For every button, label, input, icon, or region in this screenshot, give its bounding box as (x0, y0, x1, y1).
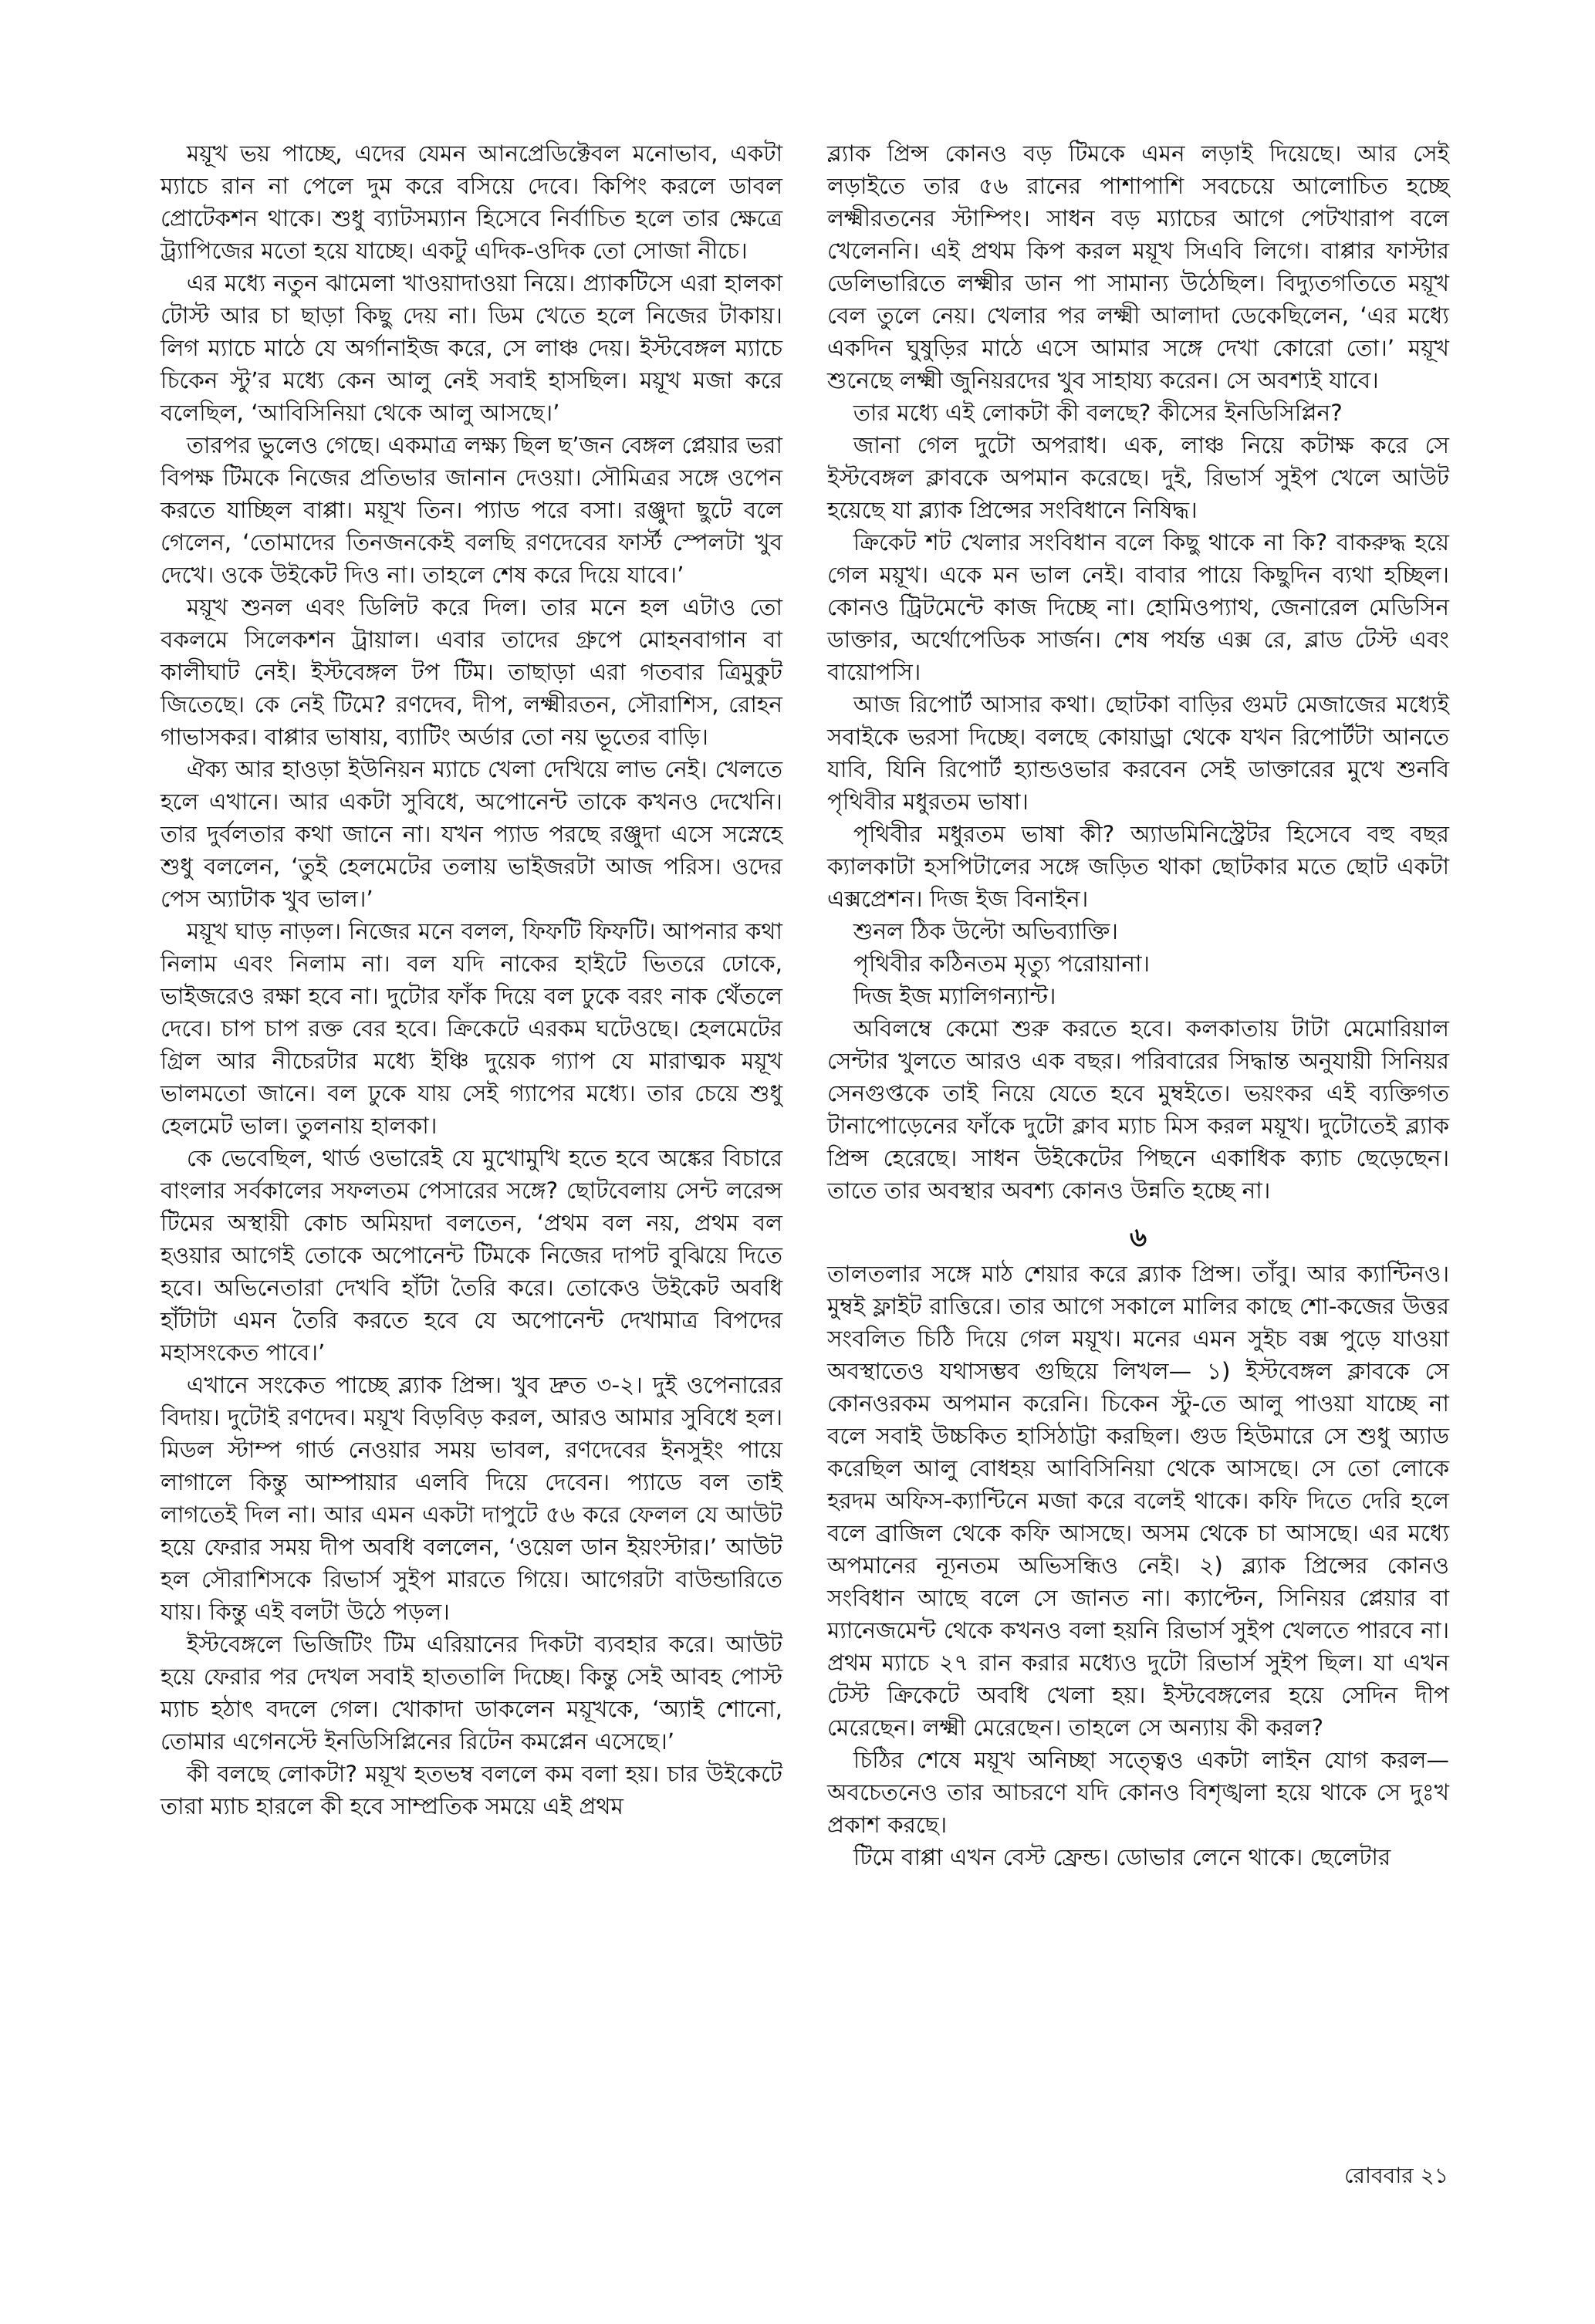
paragraph: চিঠির শেষে ময়ূখ অনিচ্ছা সত্ত্বেও একটা লাইন যোগ করল— অবচেতনেও তার আচরণে যদি কোনও বিশৃঙ্খলা হয়ে থাকে সে দুঃখ প্রকাশ করছে। (827, 1747, 1449, 1838)
page-number: ২১ (1420, 2163, 1448, 2188)
paragraph: ময়ূখ ঘাড় নাড়ল। নিজের মনে বলল, ফিফটি ফিফটি। আপনার কথা নিলাম এবং নিলাম না। বল যদি নাকের হাইটে ভিতরে ঢোকে, ভাইজরেও রক্ষা হবে না। দুটোর ফাঁক দিয়ে বল ঢুকে বরং নাক থেঁতলে দেবে। চাপ চাপ রক্ত বের হবে। ক্রিকেটে এরকম ঘটেওছে। হেলমেটের গ্রিল আর নীচেরটার মধ্যে ইঞ্চি দুয়েক গ্যাপ যে মারাত্মক ময়ূখ ভালমতো জানে। বল ঢুকে যায় সেই গ্যাপের মধ্যে। তার চেয়ে শুধু হেলমেট ভাল। তুলনায় হালকা। (161, 918, 782, 1139)
paragraph: দিজ ইজ ম্যালিগন্যান্ট। (853, 983, 1056, 1009)
right-column (827, 137, 1449, 1873)
paragraph: জানা গেল দুটো অপরাধ। এক, লাঞ্চ নিয়ে কটাক্ষ করে সে ইস্টবেঙ্গল ক্লাবকে অপমান করেছে। দুই, রিভার্স সুইপ খেলে আউট হয়েছে যা ব্ল্যাক প্রিন্সের সংবিধানে নিষিদ্ধ। (827, 432, 1449, 523)
paragraph: ময়ূখ শুনল এবং ডিলিট করে দিল। তার মনে হল এটাও তো বকলমে সিলেকশন ট্রায়াল। এবার তাদের গ্রুপে মোহনবাগান বা কালীঘাট নেই। ইস্টবেঙ্গল টপ টিম। তাছাড়া এরা গতবার ত্রিমুকুট জিতেছে। কে নেই টিমে? রণদেব, দীপ, লক্ষ্মীরতন, সৌরাশিস, রোহন গাভাসকর। বাপ্পার ভাষায়, ব্যাটিং অর্ডার তো নয় ভূতের বাড়ি। (161, 594, 782, 750)
paragraph: পৃথিবীর মধুরতম ভাষা কী? অ্যাডমিনিস্ট্রেটর হিসেবে বহু বছর ক্যালকাটা হসপিটালের সঙ্গে জড়িত থাকা ছোটকার মতে ছোট একটা এক্সপ্রেশন। দিজ ইজ বিনাইন। (827, 821, 1449, 912)
paragraph: এর মধ্যে নতুন ঝামেলা খাওয়াদাওয়া নিয়ে। প্র্যাকটিসে এরা হালকা টোস্ট আর চা ছাড়া কিছু দেয় না। ডিম খেতে হলে নিজের টাকায়। লিগ ম্যাচে মাঠে যে অর্গানাইজ করে, সে লাঞ্চ দেয়। ইস্টবেঙ্গল ম্যাচে চিকেন স্টু’র মধ্যে কেন আলু নেই সবাই হাসছিল। ময়ূখ মজা করে বলেছিল, ‘আবিসিনিয়া থেকে আলু আসছে।’ (161, 270, 782, 426)
paragraph: তালতলার সঙ্গে মাঠ শেয়ার করে ব্ল্যাক প্রিন্স। তাঁবু। আর ক্যান্টিনও। মুম্বই ফ্লাইট রাত্তিরে। তার আগে সকালে মালির কাছে শো-কজের উত্তর সংবলিত চিঠি দিয়ে গেল ময়ূখ। মনের এমন সুইচ বক্স পুড়ে যাওয়া অবস্থাতেও যথাসম্ভব গুছিয়ে লিখল— ১) ইস্টবেঙ্গল ক্লাবকে সে কোনওরকম অপমান করেনি। চিকেন স্টু-তে আলু পাওয়া যাচ্ছে না বলে সবাই উচ্চকিত হাসিঠাট্টা করছিল। গুড হিউমারে সে শুধু অ্যাড করেছিল আলু বোধহয় আবিসিনিয়া থেকে আসছে। সে তো লোকে হরদম অফিস-ক্যান্টিনে মজা করে বলেই থাকে। কফি দিতে দেরি হলে বলে ব্রাজিল থেকে কফি আসছে। অসম থেকে চা আসছে। এর মধ্যে অপমানের ন্যূনতম অভিসন্ধিও নেই। ২) ব্ল্যাক প্রিন্সের কোনও সংবিধান আছে বলে সে জানত না। ক্যাপ্টেন, সিনিয়র প্লেয়ার বা ম্যানেজমেন্ট থেকে কখনও বলা হয়নি রিভার্স সুইপ খেলতে পারবে না। প্রথম ম্যাচে ২৭ রান করার মধ্যেও দুটো রিভার্স সুইপ ছিল। যা এখন টেস্ট ক্রিকেটে অবধি খেলা হয়। ইস্টবেঙ্গলের হয়ে সেদিন দীপ মেরেছেন। লক্ষ্মী মেরেছেন। তাহলে সে অন্যায় কী করল? (827, 1261, 1449, 1741)
paragraph: টিমে বাপ্পা এখন বেস্ট ফ্রেন্ড। ডোভার লেনে থাকে। ছেলেটার (853, 1844, 1391, 1870)
magazine-name: রোববার (1344, 2163, 1414, 2188)
paragraph: ব্ল্যাক প্রিন্স কোনও বড় টিমকে এমন লড়াই দিয়েছে। আর সেই লড়াইতে তার ৫৬ রানের পাশাপাশি সবচেয়ে আলোচিত হচ্ছে লক্ষ্মীরতনের স্টাম্পিং। সাধন বড় ম্যাচের আগে পেটখারাপ বলে খেলেননি। এই প্রথম কিপ করল ময়ূখ সিএবি লিগে। বাপ্পার ফাস্টার ডেলিভারিতে লক্ষ্মীর ডান পা সামান্য উঠেছিল। বিদ্যুতগতিতে ময়ূখ বেল তুলে নেয়। খেলার পর লক্ষ্মী আলাদা ডেকেছিলেন, ‘এর মধ্যে একদিন ঘুষুড়ির মাঠে এসে আমার সঙ্গে দেখা কোরো তো।’ ময়ূখ শুনেছে লক্ষ্মী জুনিয়রদের খুব সাহায্য করেন। সে অবশ্যই যাবে। (827, 140, 1449, 394)
paragraph: শুনল ঠিক উল্টো অভিব্যাক্তি। (853, 918, 1118, 944)
paragraph: অবিলম্বে কেমো শুরু করতে হবে। কলকাতায় টাটা মেমোরিয়াল সেন্টার খুলতে আরও এক বছর। পরিবারের সিদ্ধান্ত অনুযায়ী সিনিয়র সেনগুপ্তকে তাই নিয়ে যেতে হবে মুম্বইতে। ভয়ংকর এই ব্যক্তিগত টানাপোড়েনের ফাঁকে দুটো ক্লাব ম্যাচ মিস করল ময়ূখ। দুটোতেই ব্ল্যাক প্রিন্স হেরেছে। সাধন উইকেটের পিছনে একাধিক ক্যাচ ছেড়েছেন। তাতে তার অবস্থার অবশ্য কোনও উন্নতি হচ্ছে না। (827, 1015, 1449, 1204)
paragraph: ইস্টবেঙ্গলে ভিজিটিং টিম এরিয়ানের দিকটা ব্যবহার করে। আউট হয়ে ফেরার পর দেখল সবাই হাততালি দিচ্ছে। কিন্তু সেই আবহ পোস্ট ম্যাচ হঠাৎ বদলে গেল। খোকাদা ডাকলেন ময়ূখকে, ‘অ্যাই শোনো, তোমার এগেনস্টে ইনডিসিপ্লিনের রিটেন কমপ্লেন এসেছে।’ (161, 1631, 782, 1755)
paragraph: ময়ূখ ভয় পাচ্ছে, এদের যেমন আনপ্রেডিক্টেবল মনোভাব, একটা ম্যাচে রান না পেলে দুম করে বসিয়ে দেবে। কিপিং করলে ডাবল প্রোটেকশন থাকে। শুধু ব্যাটসম্যান হিসেবে নির্বাচিত হলে তার ক্ষেত্রে ট্র্যাপিজের মতো হয়ে যাচ্ছে। একটু এদিক-ওদিক তো সোজা নীচে। (161, 140, 782, 264)
page-footer (1344, 2162, 1448, 2190)
paragraph: কে ভেবেছিল, থার্ড ওভারেই যে মুখোমুখি হতে হবে অঙ্কের বিচারে বাংলার সর্বকালের সফলতম পেসারের সঙ্গে? ছোটবেলায় সেন্ট লরেন্স টিমের অস্থায়ী কোচ অমিয়দা বলতেন, ‘প্রথম বল নয়, প্রথম বল হওয়ার আগেই তোকে অপোনেন্ট টিমকে নিজের দাপট বুঝিয়ে দিতে হবে। অভিনেতারা দেখবি হাঁটা তৈরি করে। তোকেও উইকেট অবধি হাঁটাটা এমন তৈরি করতে হবে যে অপোনেন্ট দেখামাত্র বিপদের মহাসংকেত পাবে।’ (161, 1145, 782, 1366)
section-number: ৬ (1129, 1222, 1147, 1253)
paragraph: তারপর ভুলেও গেছে। একমাত্র লক্ষ্য ছিল ছ’জন বেঙ্গল প্লেয়ার ভরা বিপক্ষ টিমকে নিজের প্রতিভার জানান দেওয়া। সৌমিত্রর সঙ্গে ওপেন করতে যাচ্ছিল বাপ্পা। ময়ূখ তিন। প্যাড পরে বসা। রঞ্জুদা ছুটে বলে গেলেন, ‘তোমাদের তিনজনকেই বলছি রণদেবের ফার্স্ট স্পেলটা খুব দেখে। ওকে উইকেট দিও না। তাহলে শেষ করে দিয়ে যাবে।’ (161, 432, 782, 588)
paragraph: ঐক্য আর হাওড়া ইউনিয়ন ম্যাচে খেলা দেখিয়ে লাভ নেই। খেলতে হলে এখানে। আর একটা সুবিধে, অপোনেন্ট তাকে কখনও দেখেনি। তার দুর্বলতার কথা জানে না। যখন প্যাড পরছে রঞ্জুদা এসে সস্নেহে শুধু বললেন, ‘তুই হেলমেটের তলায় ভাইজরটা আজ পরিস। ওদের পেস অ্যাটাক খুব ভাল।’ (161, 756, 782, 912)
paragraph: আজ রিপোর্ট আসার কথা। ছোটকা বাড়ির গুমট মেজাজের মধ্যেই সবাইকে ভরসা দিচ্ছে। বলছে কোয়াড্রা থেকে যখন রিপোর্টটা আনতে যাবি, যিনি রিপোর্ট হ্যান্ডওভার করবেন সেই ডাক্তারের মুখে শুনবি পৃথিবীর মধুরতম ভাষা। (827, 691, 1449, 815)
paragraph: পৃথিবীর কঠিনতম মৃত্যু পরোয়ানা। (853, 951, 1151, 977)
paragraph: কী বলছে লোকটা? ময়ূখ হতভম্ব বললে কম বলা হয়। চার উইকেটে তারা ম্যাচ হারলে কী হবে সাম্প্রতিক সময়ে এই প্রথম (161, 1761, 782, 1819)
paragraph: ক্রিকেট শট খেলার সংবিধান বলে কিছু থাকে না কি? বাকরুদ্ধ হয়ে গেল ময়ূখ। একে মন ভাল নেই। বাবার পায়ে কিছুদিন ব্যথা হচ্ছিল। কোনও ট্রিটমেন্টে কাজ দিচ্ছে না। হোমিওপ্যাথ, জেনারেল মেডিসিন ডাক্তার, অর্থোপেডিক সার্জন। শেষ পর্যন্ত এক্স রে, ব্লাড টেস্ট এবং বায়োপসি। (827, 529, 1449, 685)
left-column (161, 137, 782, 1822)
paragraph: তার মধ্যে এই লোকটা কী বলছে? কীসের ইনডিসিপ্লিন? (853, 400, 1343, 426)
paragraph: এখানে সংকেত পাচ্ছে ব্ল্যাক প্রিন্স। খুব দ্রুত ৩-২। দুই ওপেনারের বিদায়। দুটোই রণদেব। ময়ূখ বিড়বিড় করল, আরও আমার সুবিধে হল। মিডল স্টাম্প গার্ড নেওয়ার সময় ভাবল, রণদেবের ইনসুইং পায়ে লাগালে কিন্তু আম্পায়ার এলবি দিয়ে দেবেন। প্যাডে বল তাই লাগতেই দিল না। আর এমন একটা দাপুটে ৫৬ করে ফেলল যে আউট হয়ে ফেরার সময় দীপ অবধি বললেন, ‘ওয়েল ডান ইয়ংস্টার।’ আউট হল সৌরাশিসকে রিভার্স সুইপ মারতে গিয়ে। আগেরটা বাউন্ডারিতে যায়। কিন্তু এই বলটা উঠে পড়ল। (161, 1372, 782, 1625)
